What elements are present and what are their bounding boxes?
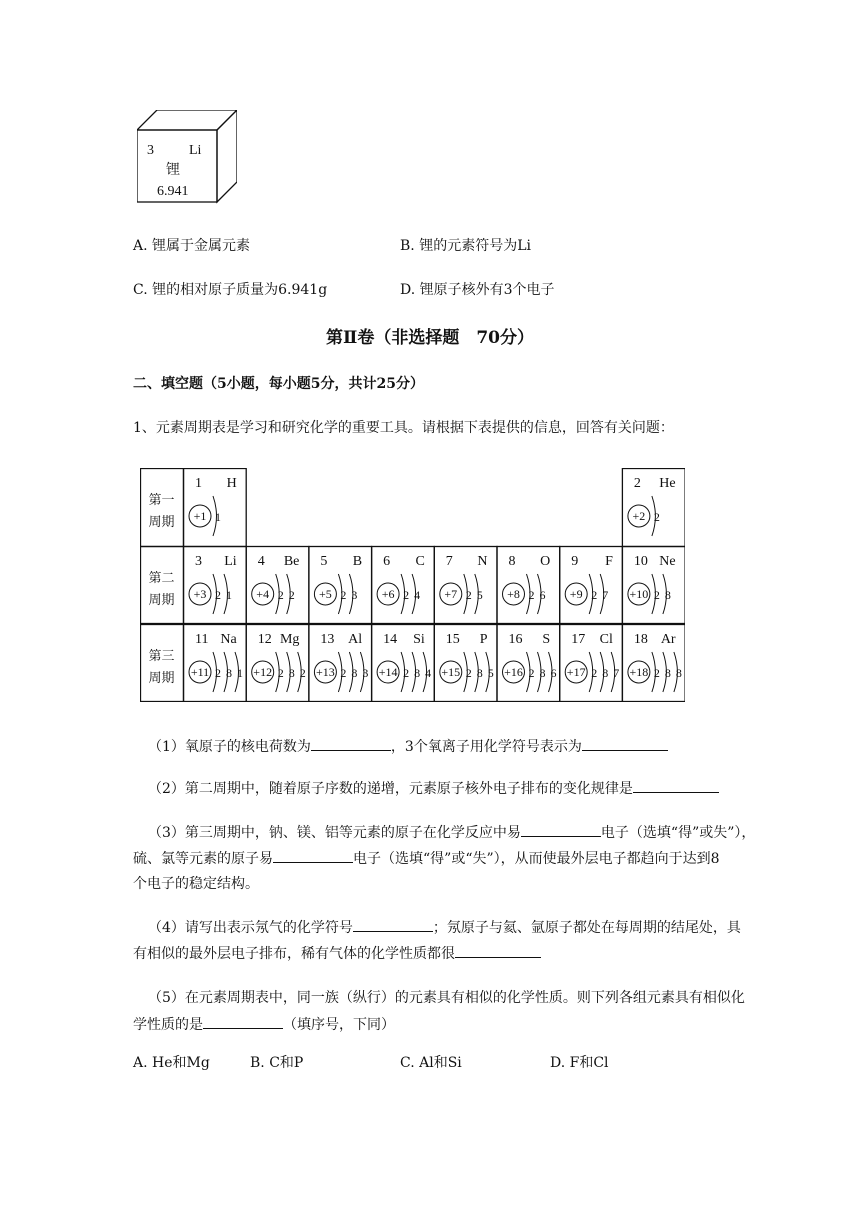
q1-1-text-b: ，3个氧离子用化学符号表示为 [390,739,582,755]
element-number: 1 [195,476,202,491]
card-symbol: Li [189,143,202,158]
element-symbol: Ne [659,554,676,569]
element-symbol: Ar [660,632,676,647]
answer-blank[interactable] [521,822,601,837]
shell-electron-count: 2 [215,588,221,602]
lithium-element-card [137,110,237,205]
shell-electron-count: 2 [591,666,598,680]
question-1-3-line2 [133,848,720,869]
element-number: 18 [633,632,648,647]
shell-electron-count: 3 [351,588,358,602]
shell-electron-count: 7 [613,666,620,680]
nucleus-charge: +17 [566,665,586,679]
element-symbol: C [415,554,425,569]
shell-electron-count: 8 [664,666,671,680]
shell-electron-count: 2 [465,666,472,680]
nucleus-charge: +9 [569,587,583,601]
question-1-4-line2 [133,943,541,964]
period-label-line1: 第三 [148,649,175,664]
period-label-line2: 周期 [148,671,175,686]
shell-electron-count: 2 [528,666,535,680]
element-number: 13 [320,632,335,647]
shell-electron-count: 8 [539,666,546,680]
shell-electron-count: 8 [414,666,421,680]
nucleus-charge: +16 [504,665,523,679]
shell-electron-count: 8 [226,666,232,680]
element-number: 9 [571,554,579,569]
period-label-line2: 周期 [148,593,175,608]
shell-electron-count: 8 [288,666,295,680]
q1-3-text-b: 电子（选填“得”或失”）， [600,825,756,841]
answer-blank[interactable] [311,736,391,751]
nucleus-charge: +3 [193,587,207,601]
part-title: 二、填空题（5小题，每小题5分，共计25分） [133,376,424,392]
shell-electron-count: 2 [591,588,598,602]
element-number: 11 [195,632,209,647]
question-1-1 [148,736,668,757]
question-1-3-line1 [148,822,755,843]
nucleus-charge: +10 [629,587,649,601]
shell-electron-count: 4 [414,588,421,602]
q1-5-option-a: A. He和Mg [133,1055,210,1071]
question-1-intro: 1、元素周期表是学习和研究化学的重要工具。请根据下表提供的信息，回答有关问题： [133,420,674,436]
q1-1-text-a: （1）氧原子的核电荷数为 [148,739,311,755]
shell-electron-count: 7 [602,588,609,602]
shell-electron-count: 3 [362,666,369,680]
element-number: 10 [633,554,648,569]
shell-electron-count: 5 [476,588,483,602]
card-element-name: 锂 [166,163,180,178]
shell-electron-count: 8 [664,588,671,602]
q1-4-text-a: （4）请写出表示氖气的化学符号 [148,920,353,936]
shell-electron-count: 6 [550,666,557,680]
element-symbol: Be [283,554,300,569]
shell-electron-count: 1 [226,588,232,602]
nucleus-charge: +18 [629,665,649,679]
nucleus-charge: +14 [378,665,398,679]
element-symbol: N [477,554,488,569]
nucleus-charge: +5 [319,587,332,601]
q1-3-text-d: 电子（选填“得”或“失”），从而使最外层电子都趋向于达到8 [353,851,720,867]
shell-electron-count: 2 [653,666,660,680]
nucleus-charge: +13 [316,665,335,679]
option-a: A. 锂属于金属元素 [133,238,251,254]
element-symbol: Al [348,632,363,647]
answer-blank[interactable] [273,848,353,863]
nucleus-charge: +7 [444,587,458,601]
shell-electron-count: 2 [653,510,660,524]
option-d: D. 锂原子核外有3个电子 [400,282,555,298]
answer-blank[interactable] [353,917,433,932]
nucleus-charge: +8 [507,587,520,601]
element-number: 8 [508,554,516,569]
element-number: 14 [383,632,398,647]
shell-electron-count: 2 [653,588,660,602]
section-title: 第Ⅱ卷（非选择题 70分） [326,328,534,348]
answer-blank[interactable] [203,1014,283,1029]
shell-electron-count: 8 [351,666,358,680]
element-number: 17 [571,632,586,647]
question-1-3-line3: 个电子的稳定结构。 [133,876,259,892]
shell-electron-count: 2 [277,588,284,602]
q1-2-text: （2）第二周期中，随着原子序数的递增，元素原子核外电子排布的变化规律是 [148,781,633,797]
shell-electron-count: 8 [476,666,483,680]
nucleus-charge: +12 [253,665,273,679]
period-label-line1: 第一 [148,493,175,508]
shell-electron-count: 2 [340,588,347,602]
shell-electron-count: 1 [237,666,243,680]
answer-blank[interactable] [633,778,719,793]
q1-5-option-c: C. Al和Si [400,1055,462,1071]
element-symbol: F [605,554,613,569]
element-number: 16 [508,632,523,647]
element-symbol: H [226,476,237,491]
q1-5-option-d: D. F和Cl [550,1055,609,1071]
element-number: 3 [195,554,202,569]
shell-electron-count: 2 [465,588,472,602]
element-number: 2 [633,476,641,491]
shell-electron-count: 1 [215,510,221,524]
nucleus-charge: +11 [190,665,210,679]
element-symbol: He [659,476,676,491]
q1-4-text-c: 有相似的最外层电子排布，稀有气体的化学性质都很 [133,946,455,962]
periodic-table [140,468,685,702]
element-symbol: S [542,632,551,647]
shell-electron-count: 4 [425,666,432,680]
element-symbol: Li [224,554,237,569]
period-label-line1: 第二 [148,571,175,586]
question-1-2 [148,778,719,799]
q1-3-text-c: 硫、氯等元素的原子易 [133,851,273,867]
shell-electron-count: 2 [403,588,410,602]
shell-electron-count: 2 [340,666,347,680]
question-1-4-line1 [148,917,741,938]
shell-electron-count: 8 [602,666,609,680]
q1-5-text-b: （填序号，下同） [283,1017,395,1033]
element-symbol: Mg [279,632,300,647]
element-symbol: B [352,554,363,569]
element-symbol: Na [220,632,237,647]
element-symbol: O [540,554,551,569]
element-number: 15 [445,632,460,647]
period-label-line2: 周期 [148,515,175,530]
option-c: C. 锂的相对原子质量为6.941g [133,282,328,298]
shell-electron-count: 2 [288,588,295,602]
element-number: 12 [257,632,272,647]
nucleus-charge: +4 [256,587,270,601]
nucleus-charge: +2 [632,509,646,523]
element-symbol: P [479,632,488,647]
shell-electron-count: 6 [539,588,546,602]
shell-electron-count: 8 [675,666,682,680]
card-atomic-mass: 6.941 [157,184,189,199]
question-1-5-line2 [133,1014,395,1035]
shell-electron-count: 2 [528,588,535,602]
shell-electron-count: 5 [487,666,494,680]
card-atomic-number: 3 [147,143,154,158]
q1-5-text-a: 学性质的是 [133,1017,203,1033]
nucleus-charge: +1 [193,509,207,523]
shell-electron-count: 2 [277,666,284,680]
answer-blank[interactable] [582,736,668,751]
question-1-5-line1: （5）在元素周期表中，同一族（纵行）的元素具有相似的化学性质。则下列各组元素具有相似化 [148,990,745,1006]
element-number: 4 [257,554,265,569]
element-number: 5 [320,554,328,569]
element-number: 7 [445,554,453,569]
nucleus-charge: +6 [381,587,395,601]
nucleus-charge: +15 [441,665,461,679]
q1-4-text-b: ；氖原子与氦、氩原子都处在每周期的结尾处，具 [432,920,741,936]
shell-electron-count: 2 [403,666,410,680]
element-symbol: Si [413,632,425,647]
q1-5-option-b: B. C和P [250,1055,304,1071]
element-number: 6 [383,554,391,569]
answer-blank[interactable] [455,943,541,958]
q1-3-text-a: （3）第三周期中，钠、镁、铝等元素的原子在化学反应中易 [148,825,521,841]
element-symbol: Cl [599,632,613,647]
option-b: B. 锂的元素符号为Li [400,238,531,254]
shell-electron-count: 2 [215,666,221,680]
shell-electron-count: 2 [299,666,306,680]
